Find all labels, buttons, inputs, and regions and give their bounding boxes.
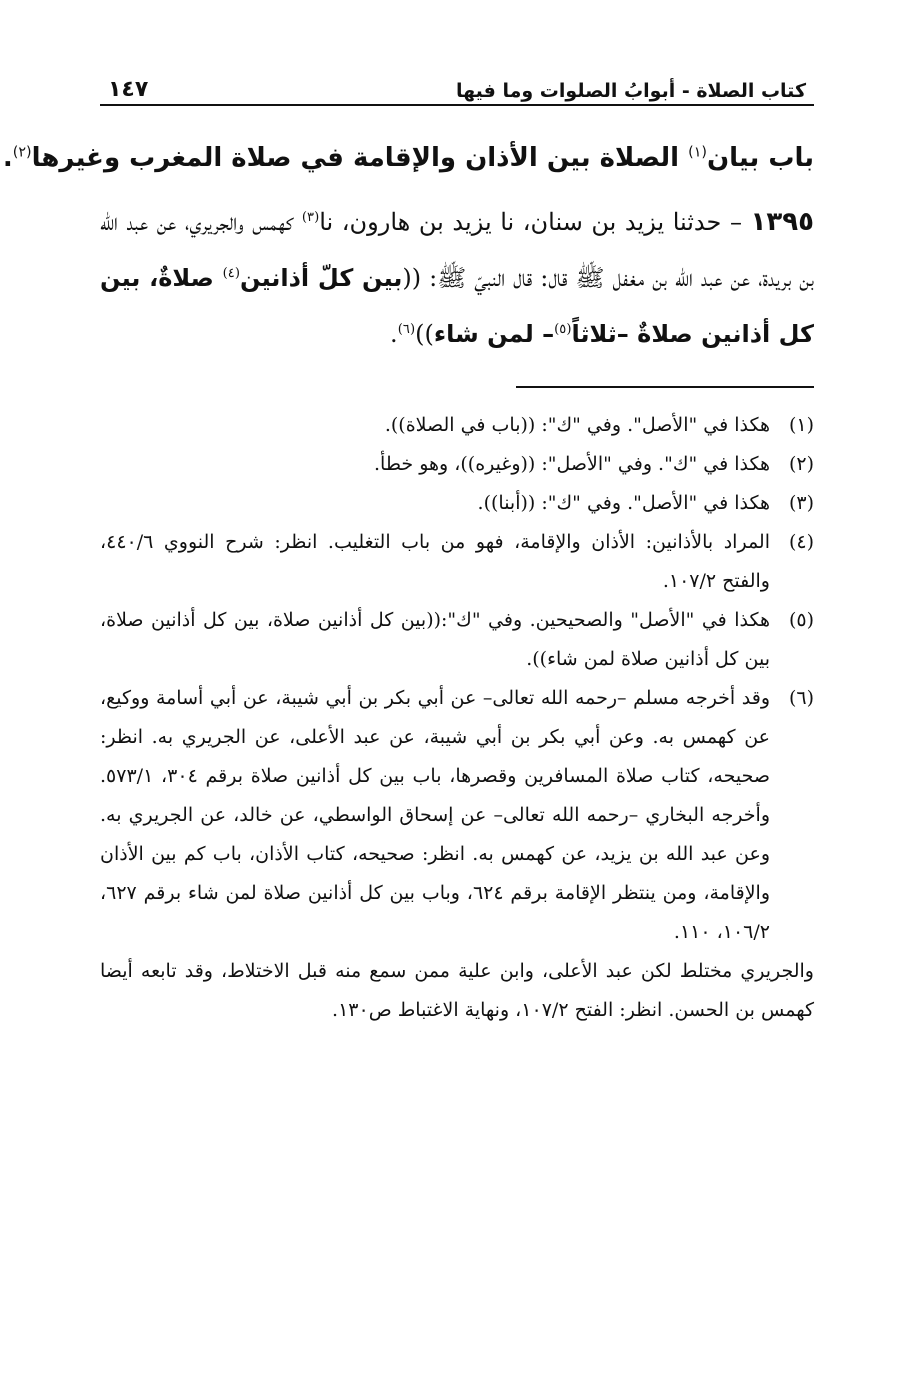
hadith-end: . [390,320,398,348]
quote-close: )) [415,320,434,348]
footnote-ref-5: (٥) [554,322,572,337]
chapter-title-part-1: باب بيان [706,143,814,173]
footnote-divider [516,386,814,388]
chapter-title-end: . [2,143,13,173]
footnote-ref-4: (٤) [222,266,240,281]
footnote-number: (١) [788,414,814,436]
header-title: كتاب الصلاة - أبوابُ الصلوات وما فيها [455,80,806,102]
page-number: ١٤٧ [108,77,149,102]
isnad-part-2: كهمس والجريري، عن عبد الله بن بريدة، عن عبد الله بن مغفل ﷺ قال: قال النبيّ ﷺ: (( [100,208,815,292]
footnote-continuation: والجريري مختلط لكن عبد الأعلى، وابن علية ممن سمع منه قبل الاختلاط، وقد تابعه أيضا كهمس بن الحسن. انظر: الفتح ١٠٧/٢، ونهاية الاغتباط ص١٣٠. [100,960,814,1021]
hadith-number: ١٣٩٥ [750,207,815,237]
footnote-text: المراد بالأذانين: الأذان والإقامة، فهو من باب التغليب. انظر: شرح النووي ٤٤٠/٦، والفتح ١٠٧/٢. [100,531,770,592]
footnote-5 [100,601,814,679]
footnote-4 [100,523,814,601]
footnote-3 [100,484,814,523]
footnote-number: (٣) [788,492,814,514]
footnote-number: (٤) [788,531,814,553]
footnote-text: وقد أخرجه مسلم –رحمه الله تعالى– عن أبي بكر بن أبي شيبة، عن أبي أسامة ووكيع، عن كهمس به. وعن أبي بكر بن أبي شيبة، عن عبد الأعلى، عن الجريري به. انظر: صحيحه، كتاب صلاة المسافرين وقصرها، باب بين كل أذانين صلاة برقم ٣٠٤، ٥٧٣/١. وأخرجه البخاري –رحمه الله تعالى– عن إسحاق الواسطي، عن خالد، عن الجريري به. وعن عبد الله بن يزيد، عن كهمس به. انظر: صحيحه، كتاب الأذان، باب كم بين الأذان والإقامة، ومن ينتظر الإقامة برقم ٦٢٤، وباب بين كل أذانين صلاة لمن شاء برقم ٦٢٧، ١٠٦/٢، ١١٠. [100,687,771,943]
footnotes [100,406,814,1030]
matn-part-3: – لمن شاء [433,320,555,348]
running-header [100,68,814,106]
footnote-text: هكذا في "الأصل". وفي "ك": ((باب في الصلاة)). [384,414,770,436]
footnote-ref-6: (٦) [397,322,416,337]
footnote-6 [100,679,814,952]
footnote-1 [100,406,814,445]
hadith-text [100,194,814,362]
isnad-part-1: – حدثنا يزيد بن سنان، نا يزيد بن هارون، نا [319,208,751,236]
footnote-2 [100,445,814,484]
footnote-number: (٦) [788,687,814,709]
footnote-ref-1: (١) [688,144,707,161]
footnote-text: هكذا في "الأصل". وفي "ك": ((أبنا)). [477,492,770,514]
footnote-number: (٥) [788,609,814,631]
book-page [2,68,815,1030]
footnote-ref-2: (٢) [12,144,32,161]
footnote-number: (٢) [788,453,814,475]
chapter-title-part-2: الصلاة بين الأذان والإقامة في صلاة المغرب وغيرها [31,143,689,173]
footnote-text: هكذا في "ك". وفي "الأصل": ((وغيره))، وهو خطأ. [374,453,770,475]
footnote-ref-3: (٣) [301,210,320,225]
matn-part-1: بين كلّ أذانين [239,264,403,292]
footnote-text: هكذا في "الأصل" والصحيحين. وفي "ك":((بين كل أذانين صلاة، بين كل أذانين صلاة، بين كل أذانين صلاة لمن شاء)). [100,609,770,670]
chapter-title [2,136,814,180]
matn-part-2: صلاةٌ، بين كل أذانين صلاةٌ –ثلاثاً [100,264,814,348]
